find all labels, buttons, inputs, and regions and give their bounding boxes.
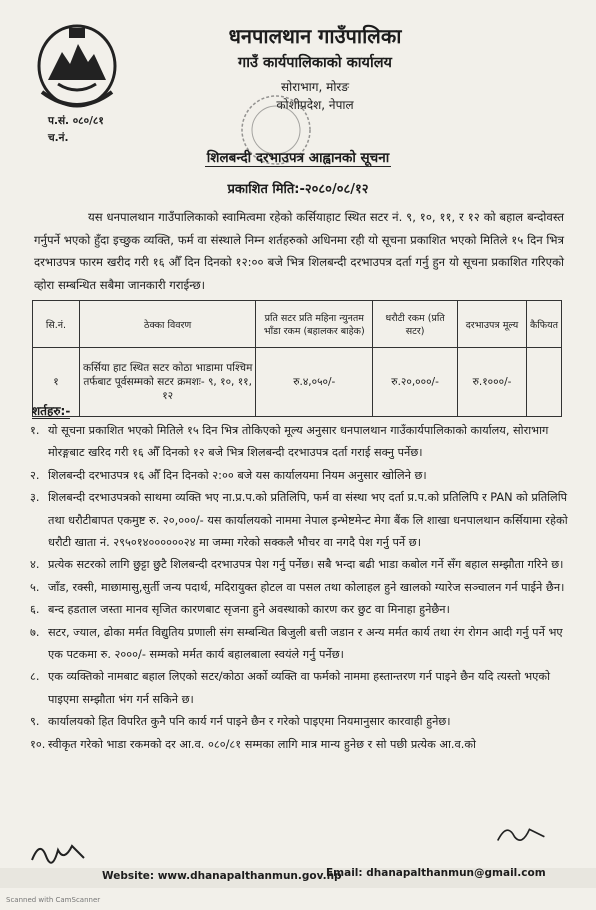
province: कोशीप्रदेश, नेपाल [276,98,354,112]
table-row [33,348,562,417]
col-deposit: धरौटी रकम (प्रति सटर) [373,301,458,348]
officer-signature-icon [494,820,550,848]
list-item: २. शिलबन्दी दरभाउपत्र १६ औँ दिन दिनको २:०० बजे यस कार्यालयमा नियम अनुसार खोलिने छ। [30,468,427,482]
government-emblem-icon [36,22,118,112]
cell-remarks [526,348,561,417]
list-item: १०. स्वीकृत गरेको भाडा रकमको दर आ.व. ०८०/८१ सम्मका लागि मात्र मान्य हुनेछ र सो पछी प्रत्येक आ.व.को [30,737,476,751]
list-item: ८. एक व्यक्तिको नामबाट बहाल लिएको सटर/कोठा अर्को व्यक्ति वा फर्मको नाममा हस्तान्तरण गर्न पाइने छैन यदि त्यस्तो भएको पाइएमा सम्झौता भंग गर्न सकिने छ। [30,670,551,706]
col-serial: सि.नं. [33,301,80,348]
list-item: १. यो सूचना प्रकाशित भएको मितिले १५ दिन भित्र तोकिएको मूल्य अनुसार धनपालथान गाउँकार्यपालिकाको कार्यालय, सोराभाग मोरङ्गबाट खरिद गरी १६ औँ दिनको १२ बजे भित्र शिलबन्दी दरभाउपत्र दर्ता गराई सक्नु पर्नेछ। [30,424,549,460]
cell-contract-details: कर्सिया हाट स्थित सटर कोठा भाडामा पश्चिम तर्फबाट पूर्वसम्मको सटर क्रमशः- ९, १०, ११, १२ [79,348,256,417]
footer-email: Email: dhanapalthanmun@gmail.com [326,867,546,879]
list-item: ६. बन्द हडताल जस्ता मानव सृजित कारणबाट सृजना हुने अवस्थाको कारण कर छुट वा मिनाहा हुनेछैन। [30,603,450,617]
office-name: गाउँ कार्यपालिकाको कार्यालय [238,55,392,71]
table-header-row [33,301,562,348]
list-item: ५. जाँड, रक्सी, माछामासु,सुर्ती जन्य पदार्थ, मदिरायुक्त होटल वा पसल तथा कोलाहल हुने खालको ग्यारेज सञ्चालन गर्न पाईने छैन। [30,580,565,594]
col-contract-details: ठेक्का विवरण [79,301,256,348]
col-remarks: कैफियत [526,301,561,348]
published-date: प्रकाशित मिति:-२०८०/०८/१२ [227,182,369,197]
footer-website: Website: www.dhanapalthanmun.gov.np [102,870,342,882]
office-address: सोराभाग, मोरङ [280,80,349,94]
list-item: ७. सटर, ज्याल, ढोका मर्मत विद्युतिय प्रणाली संग सम्बन्धित बिजुली बत्ती जडान र अन्य मर्मत कार्य तथा रंग रोगन आदी गर्नु पर्ने भए एक पटकमा रु. २०००/- सम्मको मर्मत कार्य बहालबाला स्वयंले गर्नु पर्नेछ। [30,625,563,662]
list-item: ९. कार्यालयको हित विपरित कुनै पनि कार्य गर्न पाइने छैन र गरेको पाइएमा नियमानुसार कारवाही हुनेछ। [30,715,451,729]
signature-icon [28,836,88,866]
notice-intro: यस धनपालथान गाउँपालिकाको स्वामित्वमा रहेको कर्सियाहाट स्थित सटर नं. ९, १०, ११, र १२ को बहाल बन्दोवस्त गर्नुपर्ने भएको हुँदा इच्छुक व्यक्ति, फर्म वा संस्थाले निम्न शर्तहरुको अधिनमा रही यो सूचना प्रकाशित भएको मितिले १५ दिन भित्र दरभाउपत्र फारम खरीद गरी १६ औँ दिन दिनको १२:०० बजे भित्र शिलबन्दी दरभाउपत्र दर्ता गर्नु हुन यो सूचना प्रकाशित गरिएको व्होरा सम्बन्धित सबैमा जानकारी गराईन्छ। [34,210,564,292]
list-item: ४. प्रत्येक सटरको लागि छुट्टा छुटै शिलबन्दी दरभाउपत्र पेश गर्नु पर्नेछ। सबै भन्दा बढी भाडा कबोल गर्ने सँग बहाल सम्झौता गरिने छ। [30,558,564,572]
cell-min-rent: रु.४,०५०/- [256,348,373,417]
cell-bid-price: रु.१०००/- [458,348,527,417]
cell-deposit: रु.२०,०००/- [373,348,458,417]
tender-table [32,300,562,417]
col-min-rent: प्रति सटर प्रति महिना न्युनतम भाँडा रकम (बहालकर बाहेक) [256,301,373,348]
notice-title: शिलबन्दी दरभाउपत्र आह्वानको सूचना [206,150,390,166]
scanner-watermark: Scanned with CamScanner [6,896,101,904]
org-name: धनपालथान गाउँपालिका [228,24,402,48]
col-bid-price: दरभाउपत्र मूल्य [458,301,527,348]
conditions-list [30,420,575,756]
list-item: ३. शिलबन्दी दरभाउपत्रको साथमा व्यक्ति भए ना.प्र.प.को प्रतिलिपि, फर्म वा संस्था भए दर्ता प्र.प.को प्रतिलिपि र PAN को प्रतिलिपि तथा धरौटीबापत एकमुष्ट रु. २०,०००/- यस कार्यालयको नाममा नेपाल इन्भेष्टमेन्ट मेगा बैंक लि शाखा धनपालथान कर्सियामा रहेको धरौटी खाता नं. २९५०१४००००००२४ मा जम्मा गरेको सक्कलै भौचर वा नगदै पेश गर्नु पर्ने छ। [30,491,568,550]
dispatch-number: च.नं. [48,132,69,144]
reference-number: प.सं. ०८०/८१ [48,115,104,127]
conditions-heading: शर्तहरु:- [32,404,71,418]
cell-serial: १ [33,348,80,417]
